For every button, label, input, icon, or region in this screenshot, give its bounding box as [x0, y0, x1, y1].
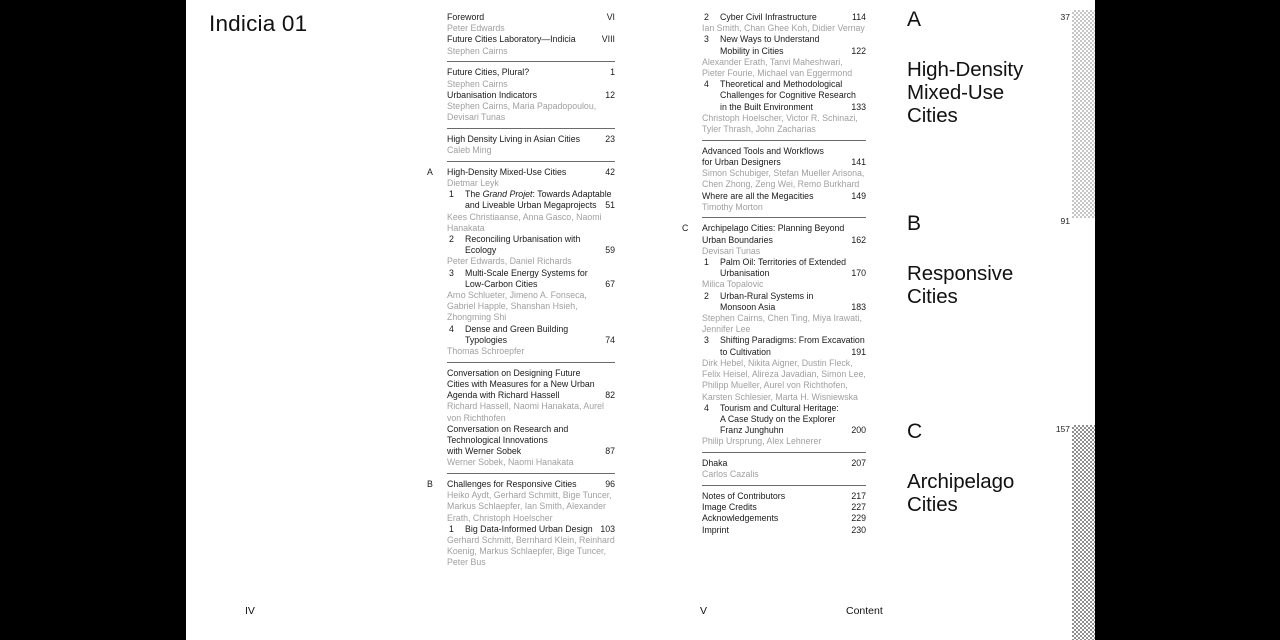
toc-entry: [427, 234, 615, 268]
toc-entry: [427, 268, 615, 324]
item-number: 1: [704, 257, 709, 268]
item-number: 3: [704, 34, 709, 45]
entry-content: [447, 268, 615, 324]
entry-title-text: The Grand Projet: Towards Adaptable: [465, 189, 612, 200]
entry-authors: Gerhard Schmitt, Bernhard Klein, Reinhard Koenig, Markus Schlaepfer, Bige Tuncer, Peter Bus: [447, 535, 615, 568]
toc-entry: [427, 67, 615, 89]
section-letter: B: [907, 212, 922, 235]
entry-title-text: Dhaka: [702, 458, 728, 469]
toc-entry: [427, 368, 615, 424]
entry-content: [447, 324, 615, 358]
entry-title-text: Future Cities Laboratory—Indicia: [447, 34, 576, 45]
entry-title-text: Multi-Scale Energy Systems for: [465, 267, 588, 278]
section-page-number: 37: [1060, 12, 1070, 22]
entry-content: [702, 525, 866, 536]
entry-title-line: [702, 191, 866, 202]
folio-right-page: V: [700, 605, 708, 617]
entry-authors: Caleb Ming: [447, 145, 492, 156]
entry-authors: Ian Smith, Chan Ghee Koh, Didier Vernay: [702, 23, 865, 34]
toc-entry: [682, 146, 866, 191]
item-number: 3: [704, 335, 709, 346]
entry-content: [447, 134, 615, 156]
toc-entry: [682, 513, 866, 524]
toc-entry: [682, 403, 866, 448]
entry-authors: Philip Ursprung, Alex Lehnerer: [702, 436, 822, 447]
entry-title-text: Conversation on Designing Future: [447, 367, 581, 378]
entry-title-text: Challenges for Responsive Cities: [447, 479, 577, 490]
halftone-strip: [1072, 10, 1095, 640]
group-divider: [702, 485, 866, 486]
entry-title-line: [447, 90, 615, 101]
toc-entry: [682, 502, 866, 513]
toc-column-2: [682, 12, 866, 536]
section-letter-gutter: [427, 134, 447, 156]
section-title-line: Responsive: [907, 262, 1014, 285]
entry-page-number: 82: [605, 390, 615, 401]
section-letter-gutter: [427, 479, 447, 524]
entry-title-text: and Liveable Urban Megaprojects: [465, 200, 597, 211]
entry-title-line: [447, 435, 615, 446]
toc-entry: [682, 34, 866, 79]
entry-title-line: [447, 12, 615, 23]
section-letter-gutter: [682, 146, 702, 191]
entry-content: [702, 34, 866, 79]
entry-title-text: Reconciling Urbanisation with: [465, 233, 581, 244]
entry-content: [702, 502, 866, 513]
section-letter-gutter: [427, 189, 447, 234]
entry-page-number: 162: [851, 234, 866, 245]
italic-phrase: Grand Projet: [482, 189, 533, 200]
entry-content: [447, 479, 615, 524]
entry-title-text: Future Cities, Plural?: [447, 67, 530, 78]
entry-page-number: 103: [600, 523, 615, 534]
section-letter-gutter: [682, 291, 702, 336]
entry-title-text: Conversation on Research and: [447, 423, 569, 434]
entry-title-text: Ecology: [465, 245, 497, 256]
item-number: 4: [449, 323, 454, 334]
running-title: Content: [846, 605, 883, 617]
entry-title-line: [447, 524, 615, 535]
entry-title-text: Tourism and Cultural Heritage:: [720, 402, 839, 413]
entry-page-number: 1: [610, 67, 615, 78]
entry-content: [702, 146, 866, 191]
entry-title-line: [447, 479, 615, 490]
entry-content: [447, 167, 615, 189]
entry-authors: Devisari Tunas: [702, 245, 761, 256]
toc-entry: [682, 12, 866, 34]
entry-title-line: [702, 513, 866, 524]
section-letter-gutter: [427, 424, 447, 469]
entry-authors: Kees Christiaanse, Anna Gasco, Naomi Hanakata: [447, 211, 602, 233]
halftone-band-medium: [1072, 425, 1095, 640]
entry-page-number: 96: [605, 479, 615, 490]
entry-page-number: 133: [851, 101, 866, 112]
entry-title-line: [702, 257, 866, 268]
item-number: 2: [449, 233, 454, 244]
group-divider: [702, 140, 866, 141]
section-title: [907, 262, 1071, 308]
entry-title-text: Urban Boundaries: [702, 234, 773, 245]
section-letter-gutter: [682, 513, 702, 524]
entry-title-text: Technological Innovations: [447, 434, 548, 445]
group-divider: [447, 473, 615, 474]
entry-title-text: Imprint: [702, 524, 729, 535]
item-number: 4: [704, 79, 709, 90]
toc-entry: [427, 34, 615, 56]
entry-page-number: 141: [851, 156, 866, 167]
entry-page-number: 191: [851, 346, 866, 357]
entry-content: [702, 12, 866, 34]
entry-authors: Peter Edwards: [447, 23, 505, 34]
entry-page-number: 230: [851, 524, 866, 535]
entry-authors: Peter Edwards, Daniel Richards: [447, 256, 572, 267]
item-number: 4: [704, 402, 709, 413]
entry-content: [702, 191, 866, 213]
toc-entry: [682, 491, 866, 502]
entry-page-number: 149: [851, 190, 866, 201]
entry-authors: Arno Schlueter, Jimeno A. Fonseca, Gabriel Happle, Shanshan Hsieh, Zhongming Shi: [447, 289, 587, 323]
entry-content: [447, 34, 615, 56]
entry-page-number: 207: [851, 458, 866, 469]
entry-authors: Stephen Cairns, Maria Papadopoulou, Devisari Tunas: [447, 100, 597, 123]
toc-entry: [682, 79, 866, 135]
section-page-number: 157: [1055, 424, 1070, 434]
entry-page-number: 227: [851, 502, 866, 513]
entry-title-text: Challenges for Cognitive Research: [720, 90, 856, 101]
group-divider: [447, 362, 615, 363]
entry-authors: Dirk Hebel, Nikita Aigner, Dustin Fleck, Felix Heisel, Alireza Javadian, Simon Lee, Philipp Mueller, Aurel von Richthofen, Karsten Schlesier, Marta H. Wisniewska: [702, 357, 866, 402]
section-title-line: Cities: [907, 493, 958, 516]
toc-entry: [427, 479, 615, 524]
entry-title-line: [447, 390, 615, 401]
section-letter-gutter: [427, 167, 447, 189]
entry-title-line: [447, 379, 615, 390]
group-divider: [702, 217, 866, 218]
entry-authors: Dietmar Leyk: [447, 177, 499, 188]
entry-content: [447, 189, 615, 234]
section-letter-gutter: [427, 234, 447, 268]
entry-title-line: [702, 291, 866, 302]
entry-authors: Carlos Cazalis: [702, 469, 759, 480]
entry-title-line: [702, 525, 866, 536]
entry-content: [447, 12, 615, 34]
section-letter-gutter: [427, 90, 447, 124]
entry-title-text: with Werner Sobek: [447, 446, 522, 457]
entry-authors: Christoph Hoelscher, Victor R. Schinazi, Tyler Thrash, John Zacharias: [702, 112, 858, 135]
entry-title-line: [447, 245, 615, 256]
toc-entry: [427, 12, 615, 34]
entry-title-text: A Case Study on the Explorer: [720, 413, 836, 424]
entry-title-line: [447, 234, 615, 245]
section-title-line: High-Density: [907, 58, 1024, 81]
entry-authors: Richard Hassell, Naomi Hanakata, Aurel von Richthofen: [447, 401, 604, 423]
section-title: [907, 470, 1071, 516]
section-letter-gutter: [427, 324, 447, 358]
entry-authors: Timothy Morton: [702, 201, 763, 212]
entry-page-number: 122: [851, 45, 866, 56]
entry-title-line: [447, 446, 615, 457]
entry-page-number: 114: [851, 12, 866, 22]
entry-title-text: Urban-Rural Systems in: [720, 290, 814, 301]
item-number: 2: [704, 12, 709, 22]
entry-title-line: [447, 189, 615, 200]
entry-content: [702, 513, 866, 524]
section-letter-gutter: [682, 458, 702, 480]
entry-title-line: [702, 458, 866, 469]
entry-title-text: New Ways to Understand: [720, 34, 820, 45]
entry-title-line: [702, 268, 866, 279]
entry-title-text: Notes of Contributors: [702, 490, 786, 501]
entry-title-line: [447, 424, 615, 435]
entry-title-text: High Density Living in Asian Cities: [447, 133, 580, 144]
section-title-line: Cities: [907, 285, 958, 308]
entry-title-text: Urbanisation Indicators: [447, 89, 537, 100]
group-divider: [702, 452, 866, 453]
entry-page-number: 74: [605, 334, 615, 345]
entry-title-line: [702, 403, 866, 414]
entry-title-text: Foreword: [447, 12, 485, 22]
entry-authors: Stephen Cairns: [447, 78, 508, 89]
toc-entry: [682, 223, 866, 257]
entry-title-text: Dense and Green Building: [465, 323, 569, 334]
entry-title-line: [702, 79, 866, 90]
group-divider: [447, 128, 615, 129]
toc-entry: [682, 257, 866, 291]
entry-page-number: 67: [605, 278, 615, 289]
entry-title-text: Palm Oil: Territories of Extended: [720, 257, 846, 268]
entry-title-text: Archipelago Cities: Planning Beyond: [702, 223, 845, 234]
entry-content: [702, 223, 866, 257]
section-letter-gutter: [427, 34, 447, 56]
entry-authors: Werner Sobek, Naomi Hanakata: [447, 457, 574, 468]
entry-title-text: Advanced Tools and Workflows: [702, 145, 824, 156]
entry-title-text: Franz Junghuhn: [720, 425, 784, 436]
entry-title-text: Image Credits: [702, 502, 757, 513]
entry-title-line: [447, 67, 615, 78]
section-letter-gutter: [682, 191, 702, 213]
section-letter-gutter: [682, 79, 702, 135]
section-letter-gutter: [682, 12, 702, 34]
entry-title-line: [447, 34, 615, 45]
section-letter-gutter: [682, 223, 702, 257]
entry-title-text: Agenda with Richard Hassell: [447, 390, 560, 401]
entry-title-line: [702, 46, 866, 57]
section-letter-gutter: [682, 525, 702, 536]
entry-title-text: Shifting Paradigms: From Excavation: [720, 335, 865, 346]
entry-page-number: 183: [851, 301, 866, 312]
entry-title-line: [702, 102, 866, 113]
section-letter-gutter: [682, 257, 702, 291]
entry-content: [702, 335, 866, 402]
entry-title-text: Cyber Civil Infrastructure: [720, 12, 817, 22]
entry-title-line: [447, 134, 615, 145]
entry-page-number: 217: [851, 490, 866, 501]
entry-content: [447, 424, 615, 469]
entry-title-line: [702, 34, 866, 45]
toc-entry: [427, 167, 615, 189]
entry-content: [447, 90, 615, 124]
entry-page-number: 87: [605, 446, 615, 457]
toc-entry: [427, 424, 615, 469]
entry-title-line: [447, 268, 615, 279]
entry-title-text: Theoretical and Methodological: [720, 79, 843, 90]
halftone-band-dots: [1072, 218, 1095, 425]
book-title: Indicia 01: [209, 11, 308, 36]
entry-content: [447, 234, 615, 268]
entry-title-text: Where are all the Megacities: [702, 190, 814, 201]
toc-entry: [682, 458, 866, 480]
section-block: [907, 8, 1071, 127]
item-number: 1: [449, 189, 454, 200]
entry-title-line: [447, 167, 615, 178]
section-letter-gutter: [427, 12, 447, 34]
section-letter-gutter: [682, 502, 702, 513]
group-divider: [447, 61, 615, 62]
entry-authors: Milica Topalovic: [702, 279, 764, 290]
group-divider: [447, 161, 615, 162]
toc-entry: [427, 90, 615, 124]
section-letter-label: C: [682, 223, 689, 234]
entry-page-number: 200: [851, 425, 866, 436]
entry-title-text: Monsoon Asia: [720, 301, 776, 312]
section-letter-gutter: [427, 368, 447, 424]
entry-authors: Simon Schubiger, Stefan Mueller Arisona, Chen Zhong, Zeng Wei, Remo Burkhard: [702, 168, 865, 190]
toc-entry: [682, 525, 866, 536]
entry-title-text: for Urban Designers: [702, 156, 781, 167]
entry-title-line: [447, 368, 615, 379]
toc-entry: [427, 189, 615, 234]
entry-title-text: Cities with Measures for a New Urban: [447, 378, 595, 389]
entry-title-line: [702, 146, 866, 157]
section-block: [907, 420, 1071, 516]
entry-title-line: [447, 324, 615, 335]
entry-content: [702, 458, 866, 480]
folio-left-page: IV: [245, 605, 255, 617]
entry-content: [702, 257, 866, 291]
section-letter-gutter: [682, 335, 702, 402]
entry-title-line: [702, 414, 866, 425]
entry-content: [702, 491, 866, 502]
entry-title-text: Typologies: [465, 334, 508, 345]
section-letter-gutter: [427, 524, 447, 569]
section-letter-label: B: [427, 479, 433, 490]
entry-title-text: in the Built Environment: [720, 101, 813, 112]
toc-entry: [682, 291, 866, 336]
entry-title-text: Mobility in Cities: [720, 45, 784, 56]
entry-page-number: 229: [851, 513, 866, 524]
entry-page-number: 59: [605, 245, 615, 256]
entry-title-line: [702, 491, 866, 502]
entry-authors: Stephen Cairns: [447, 45, 508, 56]
item-number: 3: [449, 267, 454, 278]
entry-page-number: 51: [605, 200, 615, 211]
entry-page-number: 12: [605, 89, 615, 100]
entry-content: [447, 368, 615, 424]
entry-page-number: 42: [605, 166, 615, 177]
entry-title-line: [447, 279, 615, 290]
entry-content: [702, 79, 866, 135]
entry-title-line: [447, 335, 615, 346]
section-letter-label: A: [427, 166, 433, 177]
toc-entry: [427, 524, 615, 569]
section-letter-gutter: [427, 67, 447, 89]
section-letter: C: [907, 420, 923, 443]
toc-column-1: [427, 12, 615, 569]
entry-title-line: [702, 347, 866, 358]
entry-title-line: [702, 302, 866, 313]
entry-content: [447, 524, 615, 569]
entry-page-number: VIII: [601, 34, 615, 45]
entry-authors: Heiko Aydt, Gerhard Schmitt, Bige Tuncer, Markus Schlaepfer, Ian Smith, Alexander Erath, Christoph Hoelscher: [447, 490, 612, 523]
entry-title-text: High-Density Mixed-Use Cities: [447, 166, 567, 177]
entry-page-number: 23: [605, 133, 615, 144]
section-letter-gutter: [682, 403, 702, 448]
entry-title-text: to Cultivation: [720, 346, 771, 357]
toc-entry: [427, 324, 615, 358]
entry-title-line: [702, 502, 866, 513]
item-number: 2: [704, 290, 709, 301]
toc-page: [186, 0, 1095, 640]
halftone-band-light: [1072, 10, 1095, 218]
section-page-number: 91: [1060, 216, 1070, 226]
entry-title-text: Acknowledgements: [702, 513, 779, 524]
section-title-line: Archipelago: [907, 470, 1015, 493]
entry-page-number: VI: [606, 12, 615, 22]
section-block: [907, 212, 1071, 308]
entry-content: [702, 291, 866, 336]
section-letter-gutter: [682, 491, 702, 502]
entry-page-number: 170: [851, 268, 866, 279]
entry-authors: Thomas Schroepfer: [447, 345, 525, 356]
entry-authors: Stephen Cairns, Chen Ting, Miya Irawati, Jennifer Lee: [702, 313, 862, 335]
section-title-line: Mixed-Use: [907, 81, 1005, 104]
toc-entry: [682, 191, 866, 213]
section-letter-gutter: [682, 34, 702, 79]
entry-content: [702, 403, 866, 448]
section-letter-gutter: [427, 268, 447, 324]
entry-title-line: [702, 12, 866, 23]
toc-entry: [427, 134, 615, 156]
entry-title-line: [702, 425, 866, 436]
toc-entry: [682, 335, 866, 402]
entry-title-line: [702, 335, 866, 346]
entry-title-line: [702, 157, 866, 168]
section-letter: A: [907, 8, 922, 31]
section-title: [907, 58, 1071, 127]
entry-title-text: Low-Carbon Cities: [465, 278, 538, 289]
section-title-line: Cities: [907, 104, 958, 127]
entry-content: [447, 67, 615, 89]
entry-title-line: [702, 90, 866, 101]
item-number: 1: [449, 523, 454, 534]
entry-title-line: [702, 223, 866, 234]
entry-title-text: Urbanisation: [720, 268, 770, 279]
entry-authors: Alexander Erath, Tanvi Maheshwari, Pieter Fourie, Michael van Eggermond: [702, 56, 853, 79]
entry-title-line: [447, 200, 615, 211]
entry-title-line: [702, 235, 866, 246]
entry-title-text: Big Data-Informed Urban Design: [465, 523, 593, 534]
